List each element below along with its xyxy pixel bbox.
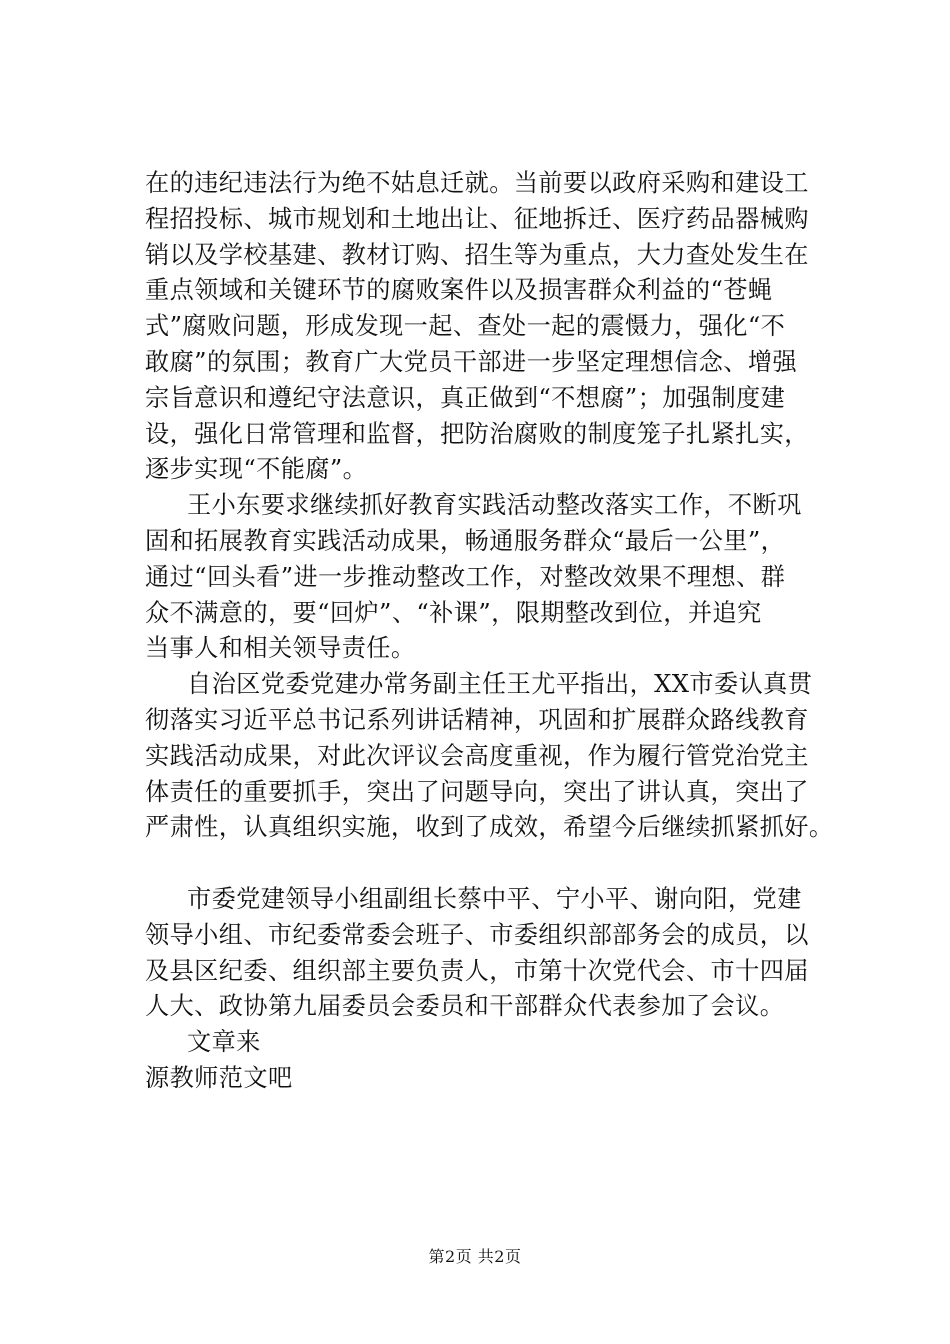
text-line: 逐步实现“不能腐”。 <box>145 455 368 484</box>
document-body <box>145 166 835 1097</box>
text-line: 通过“回头看”进一步推动整改工作，对整改效果不理想、群 <box>145 562 786 591</box>
paragraph-start-line: 王小东要求继续抓好教育实践活动整改落实工作，不断巩 <box>187 491 802 520</box>
text-line: 设，强化日常管理和监督，把防治腐败的制度笼子扎紧扎实， <box>145 419 809 448</box>
text-line: 程招投标、城市规划和土地出让、征地拆迁、医疗药品器械购 <box>145 204 809 233</box>
text-line: 在的违纪违法行为绝不姑息迁就。当前要以政府采购和建设工 <box>145 169 809 197</box>
text-line: 彻落实习近平总书记系列讲话精神，巩固和扩展群众路线教育 <box>145 705 809 734</box>
text-line: 重点领域和关键环节的腐败案件以及损害群众利益的“苍蝇 <box>145 276 773 305</box>
paragraph-start-line: 自治区党委党建办常务副主任王尤平指出，XX市委认真贯 <box>187 670 813 699</box>
text-line: 实践活动成果，对此次评议会高度重视，作为履行管党治党主 <box>145 741 809 770</box>
text-line: 人大、政协第九届委员会委员和干部群众代表参加了会议。 <box>145 992 785 1021</box>
source-line: 文章来 <box>187 1028 261 1057</box>
text-line: 及县区纪委、组织部主要负责人，市第十次党代会、市十四届 <box>145 956 809 985</box>
paragraph-gap <box>145 846 835 882</box>
text-line: 严肃性，认真组织实施，收到了成效，希望今后继续抓紧抓好。 <box>145 813 834 842</box>
text-line: 当事人和相关领导责任。 <box>145 634 416 663</box>
source-line: 源教师范文吧 <box>145 1063 293 1092</box>
text-line: 宗旨意识和遵纪守法意识，真正做到“不想腐”；加强制度建 <box>145 383 786 412</box>
text-line: 领导小组、市纪委常委会班子、市委组织部部务会的成员，以 <box>145 920 809 949</box>
text-line: 敢腐”的氛围；教育广大党员干部进一步坚定理想信念、增强 <box>145 347 798 376</box>
page-footer: 第2页 共2页 <box>428 1247 522 1266</box>
text-line: 固和拓展教育实践活动成果，畅通服务群众“最后一公里”， <box>145 526 786 555</box>
text-line: 众不满意的，要“回炉”、“补课”，限期整改到位，并追究 <box>145 598 762 627</box>
text-line: 式”腐败问题，形成发现一起、查处一起的震慑力，强化“不 <box>145 312 786 341</box>
text-line: 体责任的重要抓手，突出了问题导向，突出了讲认真，突出了 <box>145 777 809 806</box>
paragraph-start-line: 市委党建领导小组副组长蔡中平、宁小平、谢向阳，党建 <box>187 884 802 913</box>
text-line: 销以及学校基建、教材订购、招生等为重点，大力查处发生在 <box>145 240 809 269</box>
